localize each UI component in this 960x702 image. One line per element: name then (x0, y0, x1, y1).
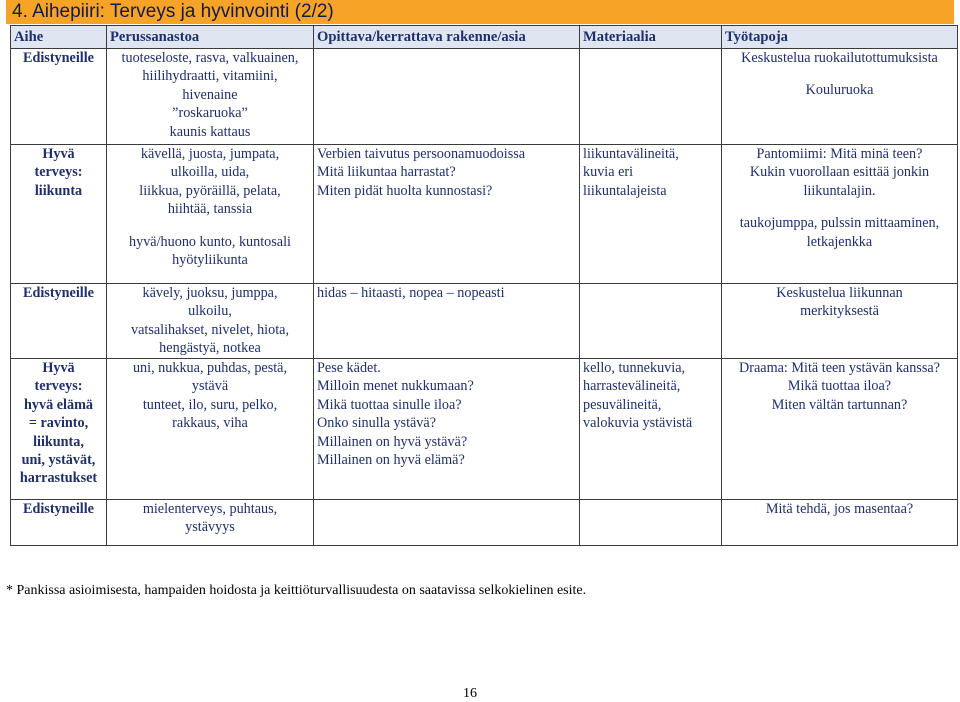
cell-text-line: taukojumppa, pulssin mittaaminen, (739, 215, 940, 232)
cell-text-line: Kouluruoka (805, 82, 874, 99)
table-header-row (11, 26, 958, 49)
cell-text-line: Verbien taivutus persoonamuodoissa (317, 146, 526, 162)
cell-text-line: Keskustelua liikunnan (776, 285, 903, 301)
table-row (11, 284, 958, 359)
cell-text-line: tunteet, ilo, suru, pelko, (142, 396, 278, 413)
cell-aihe (11, 49, 107, 145)
cell-materiaalia (580, 49, 722, 145)
cell-text-line: hyvä/huono kunto, kuntosali (129, 233, 291, 250)
cell-text-line: hivenaine (182, 86, 238, 103)
column-header-perussanastoa: Perussanastoa (107, 26, 314, 49)
cell-text-line: ystävyys (185, 519, 235, 536)
cell-text-line: kävely, juoksu, jumppa, (142, 285, 278, 301)
cell-text-line: hengästyä, notkea (159, 340, 261, 357)
cell-text-line: Edistyneille (23, 501, 94, 517)
cell-text-line: Onko sinulla ystävä? (317, 415, 436, 432)
cell-text-line: uni, nukkua, puhdas, pestä, (132, 360, 288, 376)
cell-text-line: Hyvä (42, 360, 75, 376)
cell-text-line: liikunta (34, 182, 83, 199)
cell-text-line: ulkoilla, uida, (170, 164, 250, 181)
cell-aihe (11, 500, 107, 546)
cell-text-line: Edistyneille (23, 285, 94, 301)
spacer (725, 200, 954, 214)
column-header-materiaalia: Materiaalia (580, 26, 722, 49)
column-header-rakenne: Opittava/kerrattava rakenne/asia (314, 26, 580, 49)
cell-text-line: harrastukset (19, 470, 98, 487)
cell-text-line: hidas – hitaasti, nopea – nopeasti (317, 285, 505, 301)
cell-aihe (11, 145, 107, 284)
cell-text-line: Miten vältän tartunnan? (771, 396, 908, 413)
cell-text-line: kävellä, juosta, jumpata, (140, 146, 280, 162)
cell-text-line: Millainen on hyvä elämä? (317, 452, 465, 469)
cell-text-line: Mitä tehdä, jos masentaa? (765, 501, 914, 517)
cell-text-line: tuoteseloste, rasva, valkuainen, (121, 50, 299, 66)
cell-text-line: Draama: Mitä teen ystävän kanssa? (739, 360, 940, 376)
cell-text-line: Pese kädet. (317, 360, 381, 376)
cell-text-line: Mikä tuottaa iloa? (787, 378, 892, 395)
cell-materiaalia (580, 284, 722, 359)
cell-materiaalia (580, 145, 722, 284)
cell-text-line: liikkua, pyöräillä, pelata, (139, 182, 281, 199)
cell-text-line: liikuntalajin. (803, 182, 876, 199)
table-row (11, 500, 958, 546)
cell-text-line: terveys: (34, 378, 83, 395)
cell-text-line: Kukin vuorollaan esittää jonkin (749, 164, 930, 181)
cell-text-line: Miten pidät huolta kunnostasi? (317, 182, 493, 199)
cell-rakenne (314, 500, 580, 546)
cell-text-line: Hyvä (42, 146, 75, 162)
column-header-aihe: Aihe (11, 26, 107, 49)
cell-text-line: Keskustelua ruokailutottumuksista (741, 50, 938, 66)
cell-text-line: rakkaus, viha (172, 415, 248, 432)
cell-text-line: pesuvälineitä, (583, 396, 662, 413)
table-row (11, 359, 958, 500)
footnote: * Pankissa asioimisesta, hampaiden hoidosta ja keittiöturvallisuudesta on saatavissa selkokielinen esite. (6, 583, 587, 598)
cell-text-line: Edistyneille (23, 50, 94, 66)
curriculum-table (10, 25, 958, 546)
cell-tyotapoja (722, 49, 958, 145)
cell-perussanastoa (107, 359, 314, 500)
cell-text-line: hyvä elämä (24, 396, 93, 413)
cell-rakenne (314, 284, 580, 359)
cell-perussanastoa (107, 500, 314, 546)
cell-text-line: vatsalihakset, nivelet, hiota, (131, 321, 289, 338)
cell-text-line: liikunta, (33, 433, 84, 450)
cell-text-line: merkityksestä (800, 303, 879, 320)
cell-text-line: Mitä liikuntaa harrastat? (317, 164, 456, 181)
cell-text-line: uni, ystävät, (21, 452, 96, 469)
cell-text-line: Millainen on hyvä ystävä? (317, 433, 468, 450)
cell-text-line: Mikä tuottaa sinulle iloa? (317, 396, 462, 413)
spacer (725, 67, 954, 81)
cell-text-line: mielenterveys, puhtaus, (142, 501, 278, 517)
cell-text-line: terveys: (34, 164, 83, 181)
cell-text-line: = ravinto, (28, 415, 89, 432)
cell-text-line: hyötyliikunta (172, 252, 248, 269)
cell-text-line: hiihtää, tanssia (167, 201, 253, 218)
cell-perussanastoa (107, 284, 314, 359)
cell-text-line: ulkoilu, (188, 303, 232, 320)
cell-perussanastoa (107, 49, 314, 145)
table-row (11, 49, 958, 145)
cell-text-line: ”roskaruoka” (172, 105, 248, 122)
cell-text-line: valokuvia ystävistä (583, 415, 693, 432)
cell-tyotapoja (722, 359, 958, 500)
cell-text-line: ystävä (191, 378, 229, 395)
column-header-tyotapoja: Työtapoja (722, 26, 958, 49)
cell-rakenne (314, 49, 580, 145)
cell-tyotapoja (722, 500, 958, 546)
spacer (110, 219, 310, 233)
cell-text-line: Pantomiimi: Mitä minä teen? (756, 146, 923, 162)
cell-text-line: kello, tunnekuvia, (583, 360, 686, 376)
cell-text-line: Milloin menet nukkumaan? (317, 378, 474, 395)
cell-aihe (11, 284, 107, 359)
table-row (11, 145, 958, 284)
cell-tyotapoja (722, 145, 958, 284)
cell-aihe (11, 359, 107, 500)
page-number: 16 (463, 686, 477, 701)
cell-text-line: kaunis kattaus (169, 123, 251, 140)
cell-text-line: kuvia eri (583, 164, 634, 181)
cell-text-line: letkajenkka (806, 233, 873, 250)
cell-rakenne (314, 145, 580, 284)
cell-materiaalia (580, 500, 722, 546)
cell-text-line: harrastevälineitä, (583, 378, 681, 395)
page-title: 4. Aihepiiri: Terveys ja hyvinvointi (2/2) (6, 0, 954, 24)
cell-text-line: liikuntalajeista (583, 182, 667, 199)
cell-perussanastoa (107, 145, 314, 284)
cell-text-line: liikuntavälineitä, (583, 146, 679, 162)
cell-materiaalia (580, 359, 722, 500)
cell-rakenne (314, 359, 580, 500)
cell-text-line: hiilihydraatti, vitamiini, (142, 68, 278, 85)
cell-tyotapoja (722, 284, 958, 359)
